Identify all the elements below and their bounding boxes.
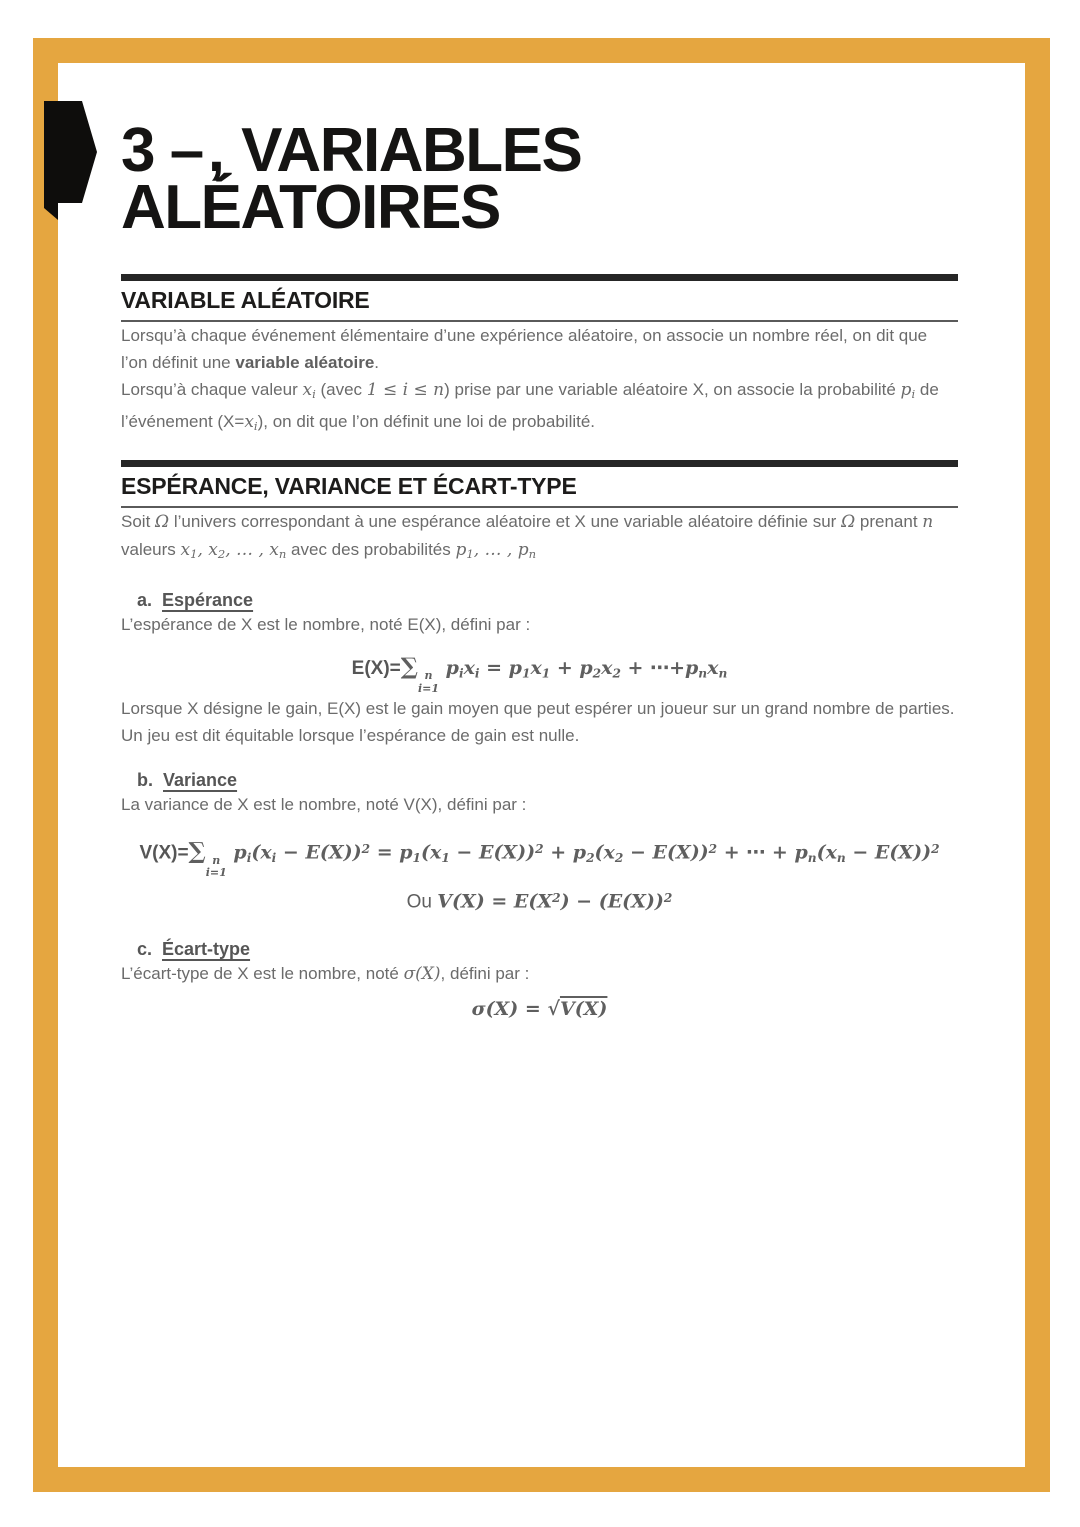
section-esperance-variance-ecart-type: [121, 460, 958, 1024]
formula-variance: V(X)=∑ n i=1 $pi(xi - E(X))^2 = p1(x1 - E(X))^2 + p2(x2 - E(X))^2$ + ⋯ + pn(xn − E(X))$^2$: [139, 838, 940, 880]
bookmark-icon: [40, 98, 100, 228]
subsection-ecart-type: [137, 938, 958, 960]
page-title: [121, 116, 958, 242]
title-comma: ,: [207, 116, 224, 185]
paragraph-intro: Soit Ω l’univers correspondant à une espérance aléatoire et X une variable aléatoire définie sur Ω prenant n valeurs x1, x2, … , xn avec des probabilités p1, … , pn: [121, 512, 934, 562]
title-number: 3 –: [121, 116, 203, 185]
section-top-rule: [121, 274, 958, 281]
paragraph-variance-lead: La variance de X est le nombre, noté V(X), défini par :: [121, 794, 527, 814]
section-top-rule: [121, 460, 958, 467]
section-variable-aleatoire: [121, 274, 958, 440]
formula-variance-alt: Ou $V(X) = E(X^2) - (E(X))^2$: [406, 890, 673, 913]
subsection-title: Écart-type: [162, 938, 251, 959]
paragraph-esperance-note: Lorsque X désigne le gain, E(X) est le gain moyen que peut espérer un joueur sur un grand nombre de parties. Un jeu est dit équitable lorsque l’espérance de gain est nulle.: [121, 698, 955, 745]
subsection-esperance: [137, 589, 958, 611]
subsection-title: Variance: [163, 769, 238, 790]
formula-esperance: E(X)=∑ n i=1 pixi = p1x1 + p2x2 + ⋯+pnxn: [351, 653, 728, 695]
page-content: [121, 0, 958, 1025]
title-word2: ALÉATOIRES: [121, 173, 500, 242]
section-title: ESPÉRANCE, VARIANCE ET ÉCART-TYPE: [121, 473, 577, 500]
subsection-label: a.: [137, 589, 153, 610]
paragraph-definition-variable: Lorsqu’à chaque événement élémentaire d’une expérience aléatoire, on associe un nombre réel, on dit que l’on définit une variable aléatoire.: [121, 326, 928, 372]
subsection-label: c.: [137, 938, 153, 959]
paragraph-ecart-type-lead: L’écart-type de X est le nombre, noté σ(X), défini par :: [121, 963, 530, 984]
subsection-label: b.: [137, 769, 153, 790]
paragraph-esperance-lead: L’espérance de X est le nombre, noté E(X), défini par :: [121, 614, 531, 634]
subsection-variance: [137, 769, 958, 791]
subsection-title: Espérance: [162, 589, 254, 610]
title-word1: VARIABLES: [241, 116, 582, 185]
formula-ecart-type: σ(X) = √V(X): [471, 997, 608, 1020]
paragraph-loi-probabilite: Lorsqu’à chaque valeur xi (avec 1 ≤ i ≤ n) prise par une variable aléatoire X, on associe la probabilité pi de l’événement (X=xi), on dit que l’on définit une loi de probabilité.: [121, 380, 939, 434]
section-title: VARIABLE ALÉATOIRE: [121, 287, 370, 313]
